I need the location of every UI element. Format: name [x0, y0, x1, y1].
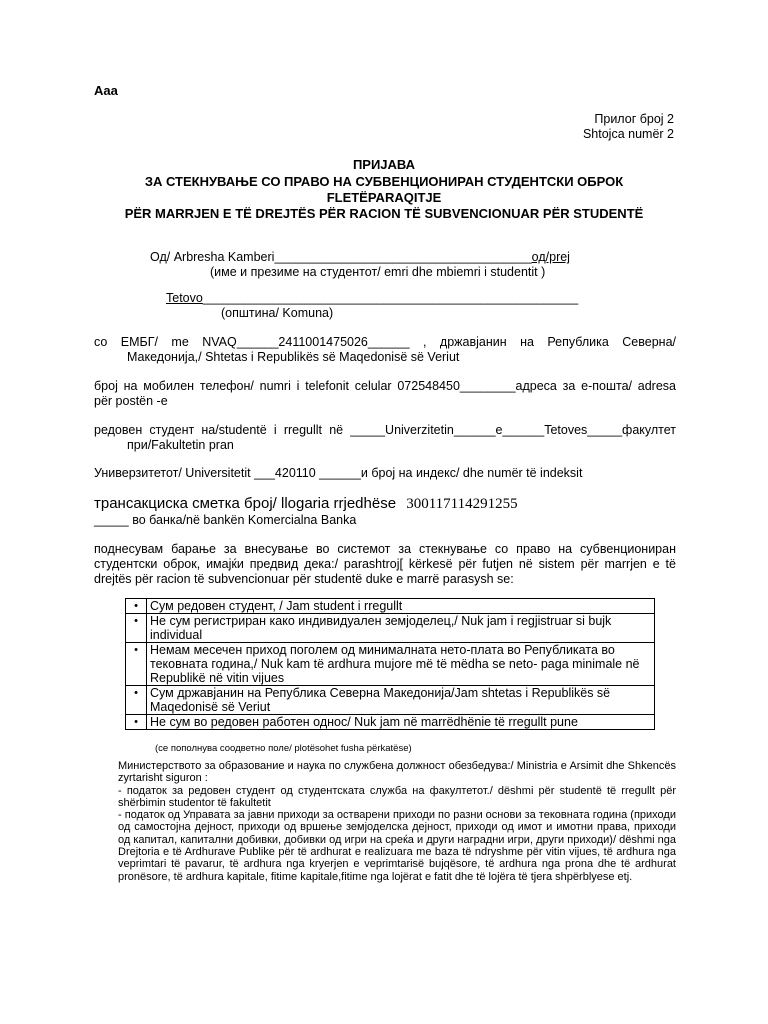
ministry-notes [118, 760, 676, 883]
from-caption: (име и презиме на студентот/ emri dhe mbiemri i studentit ) [210, 265, 546, 279]
from-line [150, 250, 570, 264]
ministry-p3: - податок од Управата за јавни приходи за остварени приходи по разни основи за тековната година (приходи од самостојна дејност, приходи од вршење земјоделска дејност, приходи од имот и имотни права, приходи од капитал, капитални добивки, добивки од игри на среќа и други наградни игри, други приходи)/ dëshmi nga Drejtoria e të Ardhurave Publike për të ardhurat e realizuara me baza të ndryshme për vitin vijues, të ardhura nga veprimtari të pavarur, të ardhura nga kryerjen e veprimtarisë bujqësore, të ardhura nga prona dhe të ardhurat pronësore, të ardhura kapitale, fitime kapitale,fitime nga lojërat e fatit dhe të lojëra të tjera shpërblyese etj. [118, 809, 676, 883]
regular-line1: редовен студент на/studentë i rregullt në _____Univerzitetin______e______Tetoves_____факултет [94, 423, 676, 437]
checklist-row [126, 599, 655, 614]
municipality-line [166, 291, 578, 305]
request-line2: студентски оброк, имајќи предвид дека:/ parashtroj[ kërkesë për futjen në sistem për marrjen e të [94, 557, 676, 571]
annex-mk: Прилог број 2 [594, 112, 674, 126]
checklist-table [125, 598, 655, 730]
checklist-text: Сум државјанин на Република Северна Македонија/Jam shtetas i Republikës së Maqedonisë së Veriut [147, 686, 655, 715]
from-underline: _____________________________________ [274, 250, 532, 264]
account-number: 300117114291255 [406, 496, 518, 512]
top-note: Aaa [94, 83, 118, 98]
university-line: Универзитетот/ Universitetit ___420110 ______и број на индекс/ dhe numër të indeksit [94, 466, 583, 480]
checklist-row [126, 614, 655, 643]
title-line4: PËR MARRJEN E TË DREJTËS PËR RACION TË SUBVENCIONUAR PËR STUDENTË [124, 206, 644, 221]
request-line3: drejtës për racion të subvencionuar për studentë duke e marrë parasysh se: [94, 572, 514, 586]
from-suffix: од/prej [531, 250, 570, 264]
checkbox[interactable]: • [126, 643, 147, 686]
regular-line2: при/Fakultetin pran [127, 438, 234, 452]
title-line3: FLETËPARAQITJE [326, 190, 442, 205]
municipality-value: Tetovo [166, 291, 203, 305]
checklist-row [126, 715, 655, 730]
checklist-text: Сум редовен студент, / Jam student i rregullt [147, 599, 655, 614]
annex-sq: Shtojca numër 2 [582, 127, 674, 141]
title-line2: ЗА СТЕКНУВАЊЕ СО ПРАВО НА СУБВЕНЦИОНИРАН СТУДЕНТСКИ ОБРОК [144, 174, 624, 189]
checklist-row [126, 643, 655, 686]
checkbox[interactable]: • [126, 715, 147, 730]
embg-line1: со ЕМБГ/ me NVAQ______2411001475026______ , државјанин на Република Северна/ [94, 335, 676, 349]
from-label: Од/ Arbresha Kamberi [150, 250, 275, 264]
account-line [94, 495, 518, 513]
embg-line2: Македонија,/ Shtetas i Republikës së Maqedonisë së Veriut [127, 350, 460, 364]
checkbox[interactable]: • [126, 599, 147, 614]
phone-line2: për postën -e [94, 394, 168, 408]
ministry-p2: - податок за редовен студент од студентската служба на факултетот./ dëshmi për studentë të rregullt për shërbimin studentor të fakultetit [118, 784, 676, 809]
request-line1: поднесувам барање за внесување во системот за стекнување со право на субвенциониран [94, 542, 676, 556]
municipality-caption: (општина/ Komuna) [221, 306, 334, 320]
checklist-text: Немам месечен приход поголем од минималната нето-плата во Републиката во тековната година,/ Nuk kam të ardhura mujore më të mëdha se neto- paga minimale në Republikë në vitin vijues [147, 643, 655, 686]
checklist-row [126, 686, 655, 715]
ministry-p1: Министерството за образование и наука по службена должност обезбедува:/ Ministria e Arsimit dhe Shkencës zyrtarisht siguron : [118, 760, 676, 785]
checkbox[interactable]: • [126, 614, 147, 643]
checklist-text: Не сум во редовен работен однос/ Nuk jam në marrëdhënie të rregullt pune [147, 715, 655, 730]
fill-note: (се пополнува соодветно поле/ plotësohet fusha përkatëse) [155, 743, 412, 754]
title-line1: ПРИЈАВА [352, 157, 416, 172]
account-line2: _____ во банка/në bankën Komercialna Banka [94, 513, 357, 527]
phone-line1: број на мобилен телефон/ numri i telefonit celular 072548450________адреса за е-пошта/ adresa [94, 379, 676, 393]
checklist-text: Не сум регистриран како индивидуален земјоделец,/ Nuk jam i regjistruar si bujk individual [147, 614, 655, 643]
account-label: трансакциска сметка број/ llogaria rrjedhëse [94, 495, 397, 512]
checkbox[interactable]: • [126, 686, 147, 715]
municipality-underline: ______________________________________________________ [202, 291, 579, 305]
